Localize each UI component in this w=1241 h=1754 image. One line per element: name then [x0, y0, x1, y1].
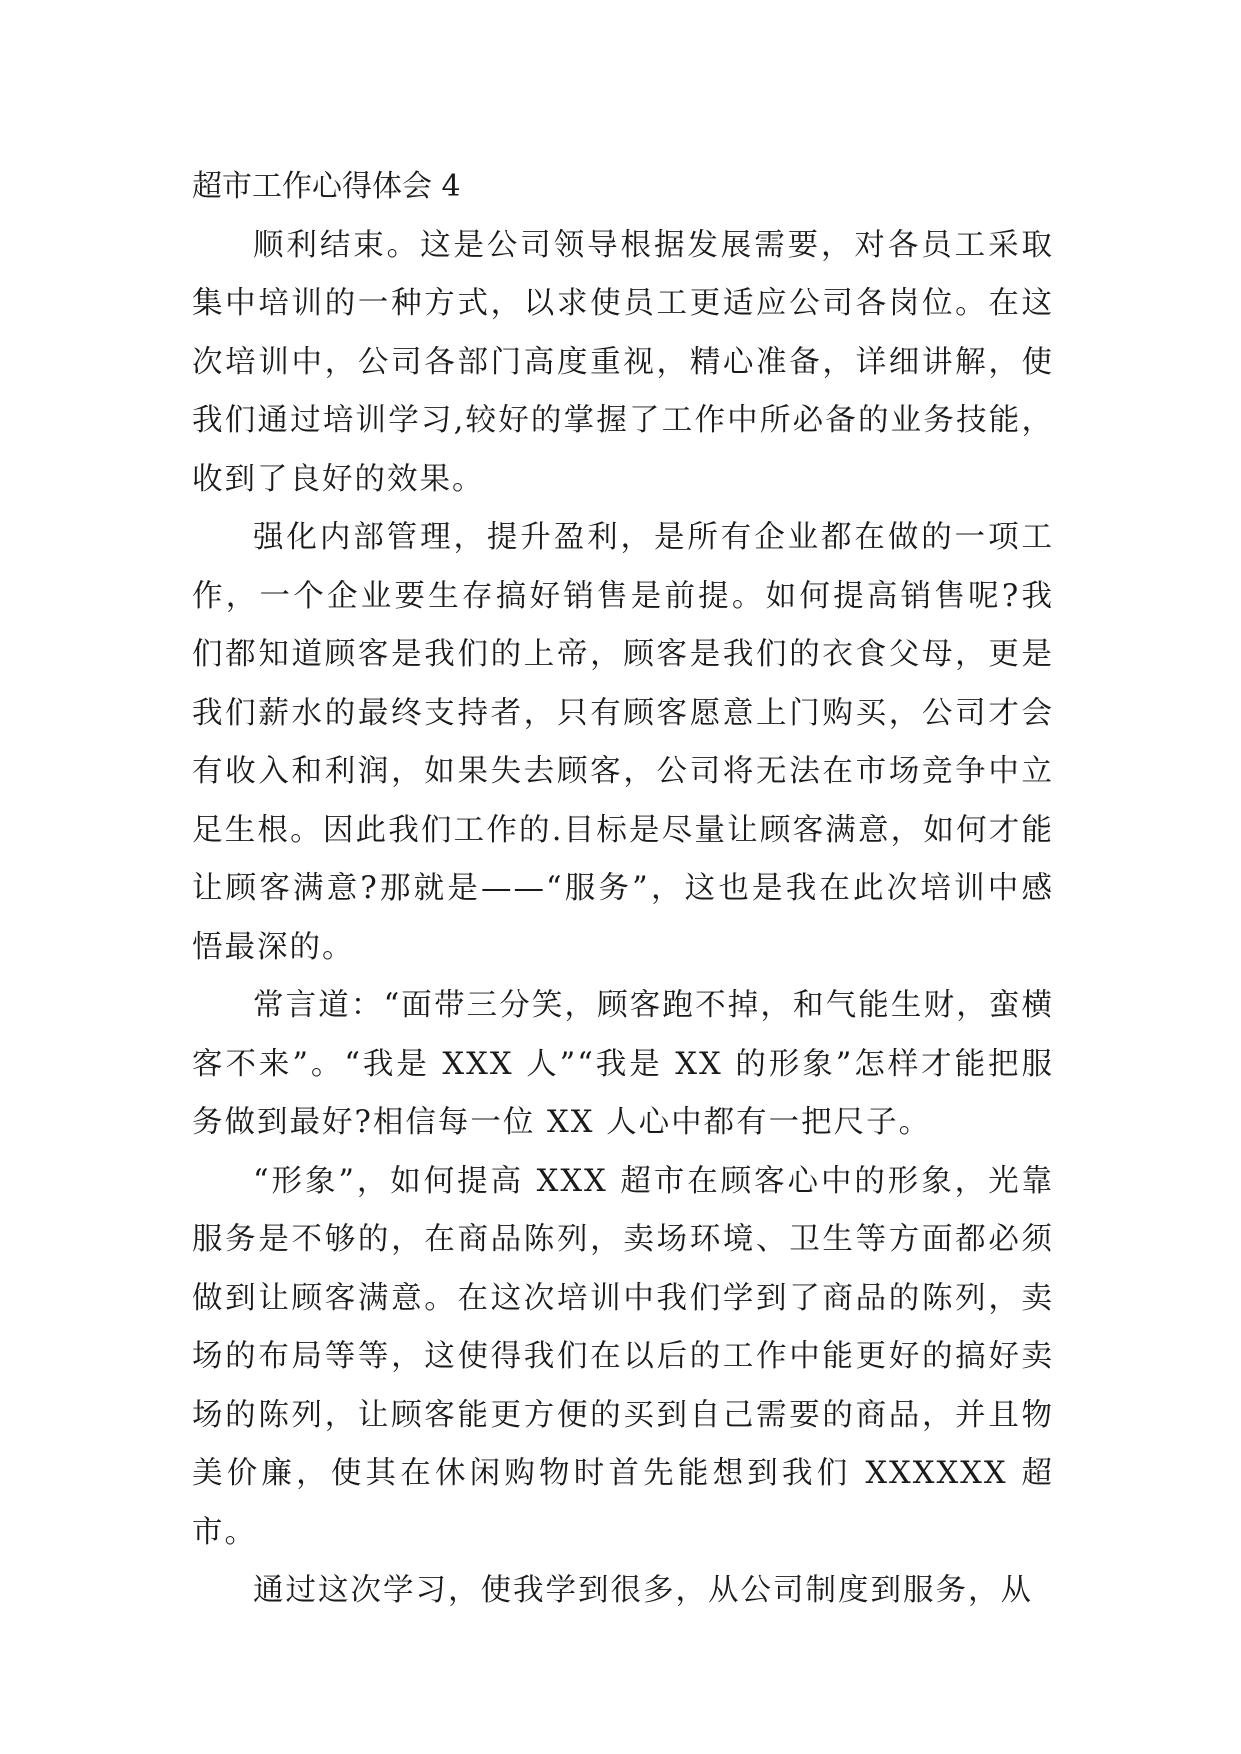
paragraph-common-saying: 常言道：“面带三分笑，顾客跑不掉，和气能生财，蛮横客不来”。“我是 XXX 人”“我是 XX 的形象”怎样才能把服务做到最好?相信每一位 XX 人心中都有一把尺子。	[192, 988, 1054, 1140]
paragraph-training-summary: 顺利结束。这是公司领导根据发展需要，对各员工采取集中培训的一种方式，以求使员工更适应公司各岗位。在这次培训中，公司各部门高度重视，精心准备，详细讲解，使我们通过培训学习,较好的掌握了工作中所必备的业务技能，收到了良好的效果。	[192, 227, 1054, 497]
document-title: 超市工作心得体会 4	[192, 169, 461, 204]
paragraph-store-image: “形象”，如何提高 XXX 超市在顾客心中的形象，光靠服务是不够的，在商品陈列，卖场环境、卫生等方面都必须做到让顾客满意。在这次培训中我们学到了商品的陈列，卖场的布局等等，这使得我们在以后的工作中能更好的搞好卖场的陈列，让顾客能更方便的买到自己需要的商品，并且物美价廉，使其在休闲购物时首先能想到我们 XXXXXX 超市。	[192, 1163, 1054, 1550]
paragraph-learning-conclusion: 通过这次学习，使我学到很多，从公司制度到服务，从	[253, 1573, 1033, 1608]
paragraph-service-importance: 强化内部管理，提升盈利，是所有企业都在做的一项工作，一个企业要生存搞好销售是前提。如何提高销售呢?我们都知道顾客是我们的上帝，顾客是我们的衣食父母，更是我们薪水的最终支持者，只有顾客愿意上门购买，公司才会有收入和利润，如果失去顾客，公司将无法在市场竞争中立足生根。因此我们工作的.目标是尽量让顾客满意，如何才能让顾客满意?那就是——“服务”，这也是我在此次培训中感悟最深的。	[192, 520, 1054, 965]
document-body	[192, 158, 1054, 1621]
